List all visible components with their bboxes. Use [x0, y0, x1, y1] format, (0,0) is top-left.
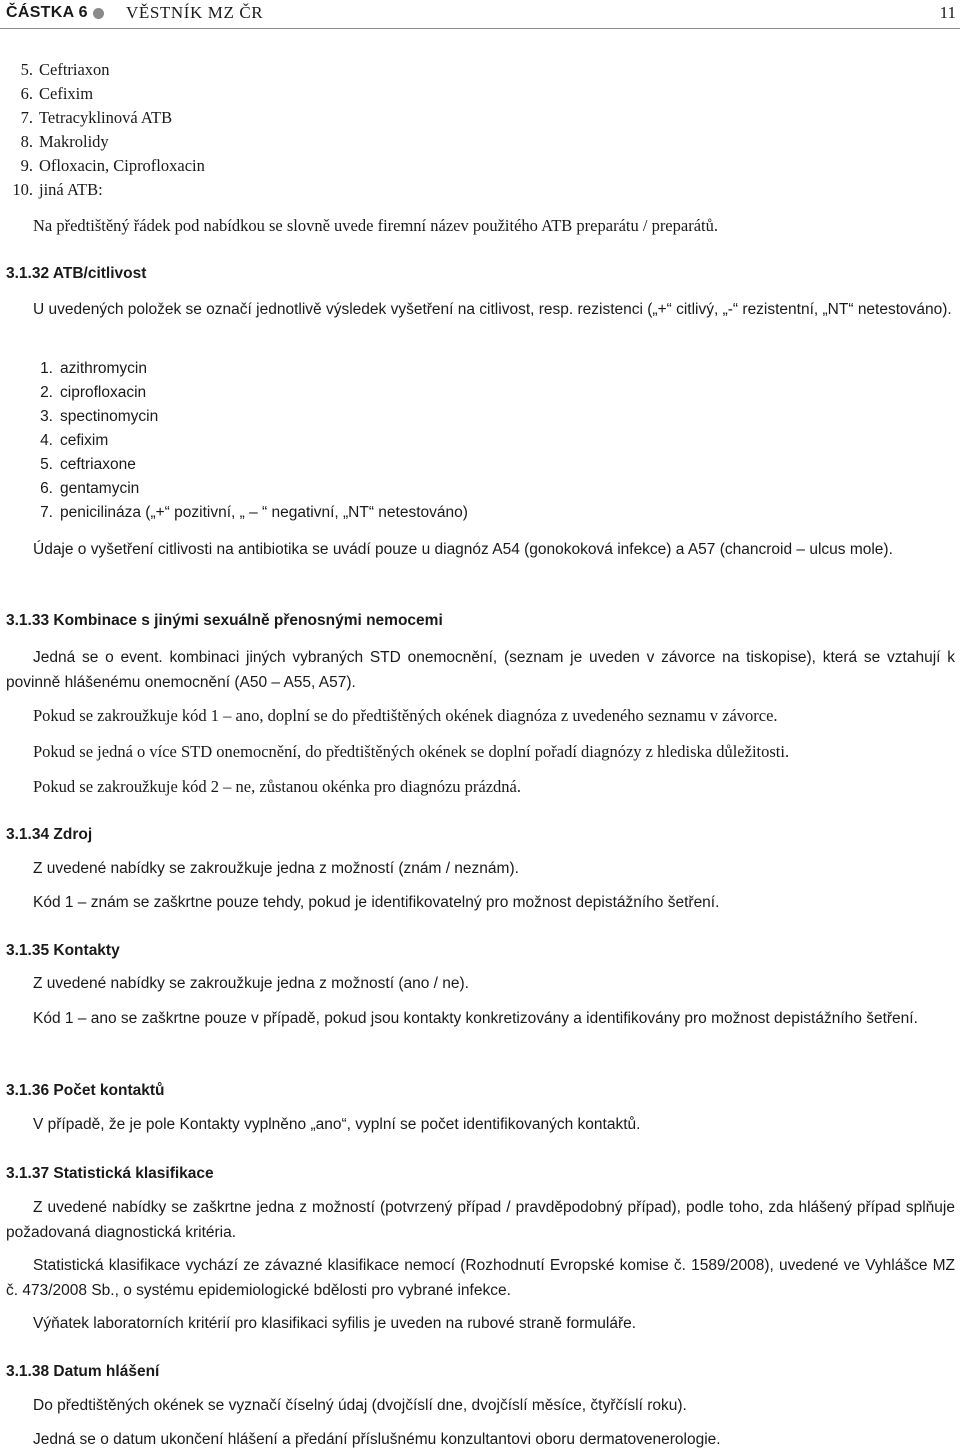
section-paragraph: Kód 1 – znám se zaškrtne pouze tehdy, pokud je identifikovatelný pro možnost depistážního šetření. — [33, 894, 720, 911]
list-item: 6. gentamycin — [40, 480, 140, 497]
page-header — [0, 0, 960, 29]
part-label: ČÁSTKA 6 — [6, 4, 88, 21]
section-paragraph: Výňatek laboratorních kritérií pro klasifikaci syfilis je uveden na rubové straně formuláře. — [33, 1315, 637, 1332]
atb-note: Na předtištěný řádek pod nabídkou se slovně uvede firemní název použitého ATB preparátu / preparátů. — [33, 216, 718, 235]
section-paragraph: Kód 1 – ano se zaškrtne pouze v případě, pokud jsou kontakty konkretizovány a identifikovány pro možnost depistážního šetření. — [33, 1010, 918, 1027]
list-item: 3. spectinomycin — [40, 408, 159, 425]
bullet-dot-icon — [93, 8, 104, 19]
section-heading: 3.1.36 Počet kontaktů — [6, 1082, 165, 1099]
section-paragraph: Pokud se jedná o více STD onemocnění, do předtištěných okének se doplní pořadí diagnózy z hlediska důležitosti. — [33, 742, 790, 761]
section-paragraph: Jedná se o event. kombinaci jiných vybraných STD onemocnění, (seznam je uveden v závorce na tiskopise), která se vztahují k povinně hlášenému onemocnění (A50 – A55, A57). — [6, 649, 955, 691]
section-paragraph: Statistická klasifikace vychází ze závazné klasifikace nemocí (Rozhodnutí Evropské komise č. 1589/2008), uvedené ve Vyhlášce MZ č. 473/2008 Sb., o systému epidemiologické bdělosti pro vybrané infekce. — [6, 1257, 955, 1299]
list-item: 5. ceftriaxone — [40, 456, 136, 473]
section-paragraph: Jedná se o datum ukončení hlášení a předání příslušnému konzultantovi oboru dermatovenerologie. — [33, 1431, 721, 1448]
section-paragraph: Z uvedené nabídky se zakroužkuje jedna z možností (znám / neznám). — [33, 860, 519, 877]
section-heading: 3.1.33 Kombinace s jinými sexuálně přenosnými nemocemi — [6, 612, 443, 629]
list-item: 9. Ofloxacin, Ciprofloxacin — [20, 156, 205, 175]
list-item: 7. Tetracyklinová ATB — [20, 108, 173, 127]
section-paragraph: V případě, že je pole Kontakty vyplněno „ano“, vyplní se počet identifikovaných kontaktů. — [33, 1116, 641, 1133]
section-heading: 3.1.38 Datum hlášení — [6, 1363, 160, 1380]
section-paragraph: Údaje o vyšetření citlivosti na antibiotika se uvádí pouze u diagnóz A54 (gonokoková infekce) a A57 (chancroid – ulcus mole). — [33, 541, 893, 558]
section-paragraph: Pokud se zakroužkuje kód 2 – ne, zůstanou okénka pro diagnózu prázdná. — [33, 777, 521, 796]
list-item: 2. ciprofloxacin — [40, 384, 147, 401]
section-paragraph: Pokud se zakroužkuje kód 1 – ano, doplní se do předtištěných okének diagnóza z uvedeného seznamu v závorce. — [33, 706, 778, 725]
list-item: 1. azithromycin — [40, 360, 147, 377]
list-item: 10. jiná ATB: — [12, 180, 103, 199]
section-paragraph: Do předtištěných okének se vyznačí číselný údaj (dvojčíslí dne, dvojčíslí měsíce, čtyřčíslí roku). — [33, 1397, 687, 1414]
section-heading: 3.1.37 Statistická klasifikace — [6, 1165, 214, 1182]
page-number: 11 — [939, 3, 956, 22]
section-paragraph: U uvedených položek se označí jednotlivě výsledek vyšetření na citlivost, resp. rezistenci („+“ citlivý, „-“ rezistentní, „NT“ netestováno). — [33, 301, 952, 318]
list-item: 5. Ceftriaxon — [20, 60, 110, 79]
section-heading: 3.1.35 Kontakty — [6, 942, 120, 959]
list-item: 4. cefixim — [40, 432, 109, 449]
section-paragraph: Z uvedené nabídky se zakroužkuje jedna z možností (ano / ne). — [33, 975, 469, 992]
list-item: 6. Cefixim — [20, 84, 94, 103]
section-heading: 3.1.34 Zdroj — [6, 826, 93, 843]
section-heading: 3.1.32 ATB/citlivost — [6, 265, 147, 282]
list-item: 8. Makrolidy — [20, 132, 109, 151]
section-paragraph: Z uvedené nabídky se zaškrtne jedna z možností (potvrzený případ / pravděpodobný případ), podle toho, zda hlášený případ splňuje požadovaná diagnostická kritéria. — [6, 1199, 955, 1241]
list-item: 7. penicilináza („+“ pozitivní, „ – “ negativní, „NT“ netestováno) — [40, 504, 468, 521]
journal-title: VĚSTNÍK MZ ČR — [126, 3, 264, 22]
